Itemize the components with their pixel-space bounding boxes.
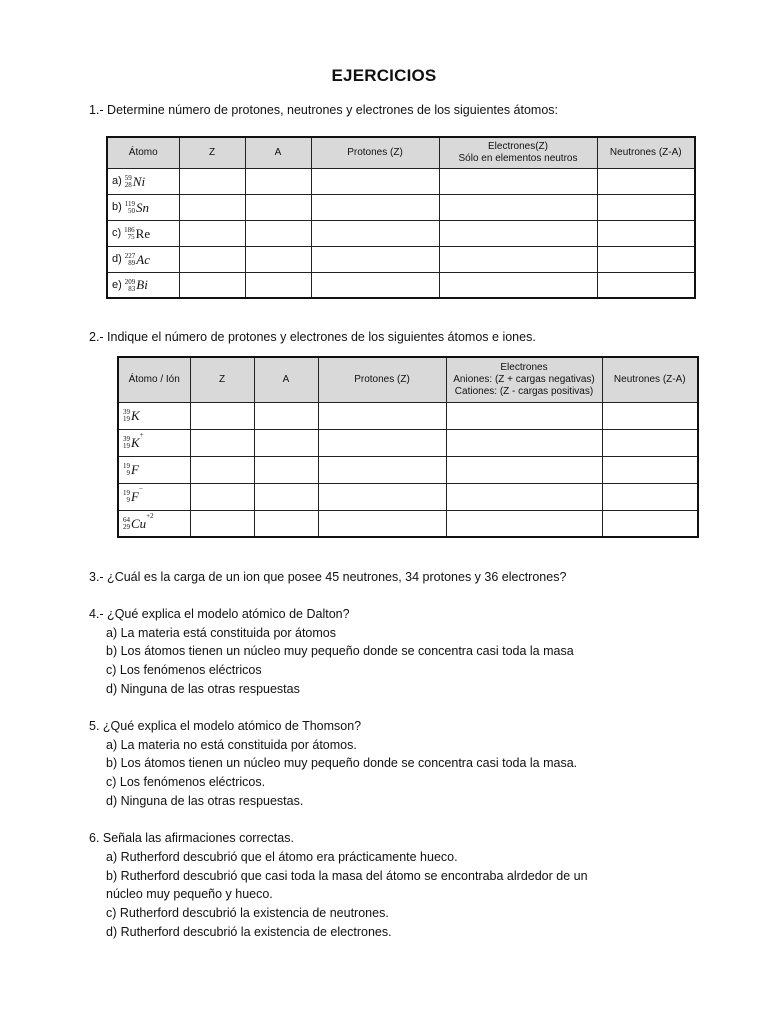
element-symbol: K <box>131 435 140 451</box>
protons-answer-cell[interactable] <box>311 220 439 246</box>
atom-cell <box>118 483 190 510</box>
header-anions: Aniones: (Z + cargas negativas) <box>453 373 595 385</box>
nuclide-indices <box>123 463 130 477</box>
electrons-answer-cell[interactable] <box>439 168 597 194</box>
nuclide-indices <box>123 490 130 504</box>
question-1-prompt: 1.- Determine número de protones, neutrones y electrones de los siguientes átomos: <box>89 103 559 117</box>
atomic-number: 83 <box>128 284 136 293</box>
atomic-number: 9 <box>126 496 130 505</box>
protons-answer-cell[interactable] <box>318 402 446 429</box>
question-2-prompt: 2.- Indique el número de protones y electrones de los siguientes átomos e iones. <box>89 330 536 344</box>
nuclide-notation <box>123 511 154 532</box>
mass-number: 19 <box>123 489 130 498</box>
neutrons-answer-cell[interactable] <box>602 429 698 456</box>
table-row <box>118 510 698 537</box>
nuclide-notation <box>123 407 140 424</box>
atom-cell <box>118 402 190 429</box>
a-answer-cell[interactable] <box>254 456 318 483</box>
page-title: EJERCICIOS <box>331 66 437 85</box>
neutrons-answer-cell[interactable] <box>597 220 695 246</box>
mass-number: 64 <box>123 516 130 524</box>
atom-cell <box>107 246 179 272</box>
question-4-prompt: 4.- ¿Qué explica el modelo atómico de Dalton? <box>89 607 350 621</box>
table-row <box>118 429 698 456</box>
a-answer-cell[interactable] <box>245 168 311 194</box>
question-5-prompt: 5. ¿Qué explica el modelo atómico de Thomson? <box>89 719 362 733</box>
electrons-answer-cell[interactable] <box>446 483 602 510</box>
a-answer-cell[interactable] <box>245 272 311 298</box>
neutrons-answer-cell[interactable] <box>602 456 698 483</box>
row-label: c) <box>112 227 122 240</box>
row-label: a) <box>112 175 122 188</box>
table-atoms <box>106 136 696 299</box>
q4-option-b: b) Los átomos tienen un núcleo muy pequeño donde se concentra casi toda la masa <box>106 644 574 658</box>
element-symbol: Ac <box>136 251 150 267</box>
q5-option-d: d) Ninguna de las otras respuestas. <box>106 794 304 808</box>
q4-option-c: c) Los fenómenos eléctricos <box>106 663 262 677</box>
neutrons-answer-cell[interactable] <box>602 483 698 510</box>
z-answer-cell[interactable] <box>179 246 245 272</box>
nuclide-notation <box>125 251 150 268</box>
table-row <box>118 402 698 429</box>
atom-cell <box>118 510 190 537</box>
header-atom-ion: Átomo / Ión <box>118 357 190 402</box>
protons-answer-cell[interactable] <box>311 246 439 272</box>
header-electrons <box>446 357 602 402</box>
atomic-number: 19 <box>123 415 130 424</box>
table-row <box>107 220 695 246</box>
nuclide-indices <box>125 201 135 215</box>
z-answer-cell[interactable] <box>190 402 254 429</box>
element-symbol: Cu <box>131 516 147 531</box>
ion-charge: − <box>138 485 143 494</box>
protons-answer-cell[interactable] <box>311 272 439 298</box>
nuclide-notation <box>125 199 149 216</box>
electrons-answer-cell[interactable] <box>446 429 602 456</box>
neutrons-answer-cell[interactable] <box>602 510 698 537</box>
header-a: A <box>254 357 318 402</box>
z-answer-cell[interactable] <box>190 510 254 537</box>
z-answer-cell[interactable] <box>179 168 245 194</box>
atom-cell <box>107 168 179 194</box>
neutrons-answer-cell[interactable] <box>597 272 695 298</box>
element-symbol: Bi <box>136 277 148 293</box>
atomic-number: 9 <box>126 469 130 478</box>
header-electrons-line1: Electrones <box>500 361 548 373</box>
protons-answer-cell[interactable] <box>311 168 439 194</box>
mass-number: 186 <box>124 225 135 234</box>
nuclide-notation <box>123 431 144 451</box>
nuclide-notation <box>123 461 139 478</box>
table-row <box>107 194 695 220</box>
neutrons-answer-cell[interactable] <box>597 168 695 194</box>
row-label: e) <box>112 278 122 291</box>
z-answer-cell[interactable] <box>179 194 245 220</box>
electrons-answer-cell[interactable] <box>439 194 597 220</box>
neutrons-answer-cell[interactable] <box>597 194 695 220</box>
atomic-number: 28 <box>124 180 132 189</box>
atom-cell <box>107 220 179 246</box>
nuclide-indices <box>125 279 136 293</box>
mass-number: 39 <box>123 435 130 444</box>
q6-option-a: a) Rutherford descubrió que el átomo era prácticamente hueco. <box>106 850 458 864</box>
header-atom: Átomo <box>107 137 179 168</box>
q4-option-d: d) Ninguna de las otras respuestas <box>106 682 300 696</box>
nuclide-indices <box>123 517 130 531</box>
q6-option-c: c) Rutherford descubrió la existencia de neutrones. <box>106 906 389 920</box>
table-ions <box>117 356 699 538</box>
atom-cell <box>107 194 179 220</box>
element-symbol: F <box>131 489 139 505</box>
header-z: Z <box>190 357 254 402</box>
protons-answer-cell[interactable] <box>318 510 446 537</box>
question-3: 3.- ¿Cuál es la carga de un ion que posee 45 neutrones, 34 protones y 36 electrones? <box>89 570 567 584</box>
mass-number: 227 <box>124 251 136 260</box>
atom-cell <box>118 429 190 456</box>
q6-option-b: b) Rutherford descubrió que casi toda la masa del átomo se encontraba alrdedor de un <box>106 869 588 883</box>
header-electrons <box>439 137 597 168</box>
element-symbol: K <box>131 408 140 424</box>
atomic-number: 19 <box>123 442 130 451</box>
electrons-answer-cell[interactable] <box>439 272 597 298</box>
electrons-answer-cell[interactable] <box>439 220 597 246</box>
a-answer-cell[interactable] <box>245 220 311 246</box>
ion-charge: +2 <box>146 511 154 520</box>
nuclide-indices <box>124 227 135 241</box>
a-answer-cell[interactable] <box>254 402 318 429</box>
header-z: Z <box>179 137 245 168</box>
atomic-number: 89 <box>128 258 136 267</box>
z-answer-cell[interactable] <box>190 429 254 456</box>
element-symbol: Re <box>135 225 151 241</box>
nuclide-indices <box>123 409 130 423</box>
protons-answer-cell[interactable] <box>318 483 446 510</box>
element-symbol: Ni <box>132 173 146 189</box>
header-protons: Protones (Z) <box>318 357 446 402</box>
header-neutrons: Neutrones (Z-A) <box>602 357 698 402</box>
header-cations: Cationes: (Z - cargas positivas) <box>454 385 594 397</box>
header-electrons-line2: Sólo en elementos neutros <box>458 152 578 164</box>
electrons-answer-cell[interactable] <box>446 510 602 537</box>
nuclide-notation <box>125 173 145 190</box>
mass-number: 209 <box>124 277 136 286</box>
header-electrons-line1: Electrones(Z) <box>487 140 548 152</box>
nuclide-indices <box>123 436 130 450</box>
a-answer-cell[interactable] <box>254 510 318 537</box>
a-answer-cell[interactable] <box>245 246 311 272</box>
electrons-answer-cell[interactable] <box>446 402 602 429</box>
mass-number: 119 <box>124 199 136 208</box>
table-row <box>107 168 695 194</box>
z-answer-cell[interactable] <box>190 456 254 483</box>
z-answer-cell[interactable] <box>179 220 245 246</box>
a-answer-cell[interactable] <box>254 429 318 456</box>
atomic-number: 29 <box>123 523 130 531</box>
table-row <box>118 456 698 483</box>
a-answer-cell[interactable] <box>245 194 311 220</box>
protons-answer-cell[interactable] <box>318 456 446 483</box>
electrons-answer-cell[interactable] <box>446 456 602 483</box>
table-header-row <box>107 137 695 168</box>
table-row <box>107 272 695 298</box>
protons-answer-cell[interactable] <box>318 429 446 456</box>
header-protons: Protones (Z) <box>311 137 439 168</box>
z-answer-cell[interactable] <box>179 272 245 298</box>
nuclide-indices <box>125 175 132 189</box>
table-header-row <box>118 357 698 402</box>
nuclide-notation <box>125 276 148 293</box>
table-row <box>107 246 695 272</box>
q4-option-a: a) La materia está constituida por átomos <box>106 626 336 640</box>
mass-number: 19 <box>123 462 130 471</box>
q6-option-d: d) Rutherford descubrió la existencia de electrones. <box>106 925 392 939</box>
z-answer-cell[interactable] <box>190 483 254 510</box>
header-neutrons: Neutrones (Z-A) <box>597 137 695 168</box>
nuclide-notation <box>124 225 150 242</box>
atomic-number: 50 <box>128 206 136 215</box>
electrons-answer-cell[interactable] <box>439 246 597 272</box>
q5-option-b: b) Los átomos tienen un núcleo muy pequeño donde se concentra casi toda la masa. <box>106 756 578 770</box>
mass-number: 59 <box>124 173 132 182</box>
table-row <box>118 483 698 510</box>
element-symbol: F <box>131 462 139 478</box>
row-label: d) <box>112 253 122 266</box>
question-6-prompt: 6. Señala las afirmaciones correctas. <box>89 831 294 845</box>
mass-number: 39 <box>123 408 130 417</box>
q6-option-b-cont: núcleo muy pequeño y hueco. <box>106 887 273 901</box>
header-a: A <box>245 137 311 168</box>
atomic-number: 75 <box>127 232 135 241</box>
atom-cell <box>107 272 179 298</box>
q5-option-a: a) La materia no está constituida por átomos. <box>106 738 357 752</box>
neutrons-answer-cell[interactable] <box>597 246 695 272</box>
nuclide-notation <box>123 485 143 505</box>
nuclide-indices <box>125 253 136 267</box>
row-label: b) <box>112 201 122 214</box>
element-symbol: Sn <box>136 199 150 215</box>
protons-answer-cell[interactable] <box>311 194 439 220</box>
a-answer-cell[interactable] <box>254 483 318 510</box>
neutrons-answer-cell[interactable] <box>602 402 698 429</box>
q5-option-c: c) Los fenómenos eléctricos. <box>106 775 266 789</box>
atom-cell <box>118 456 190 483</box>
ion-charge: + <box>139 431 144 440</box>
